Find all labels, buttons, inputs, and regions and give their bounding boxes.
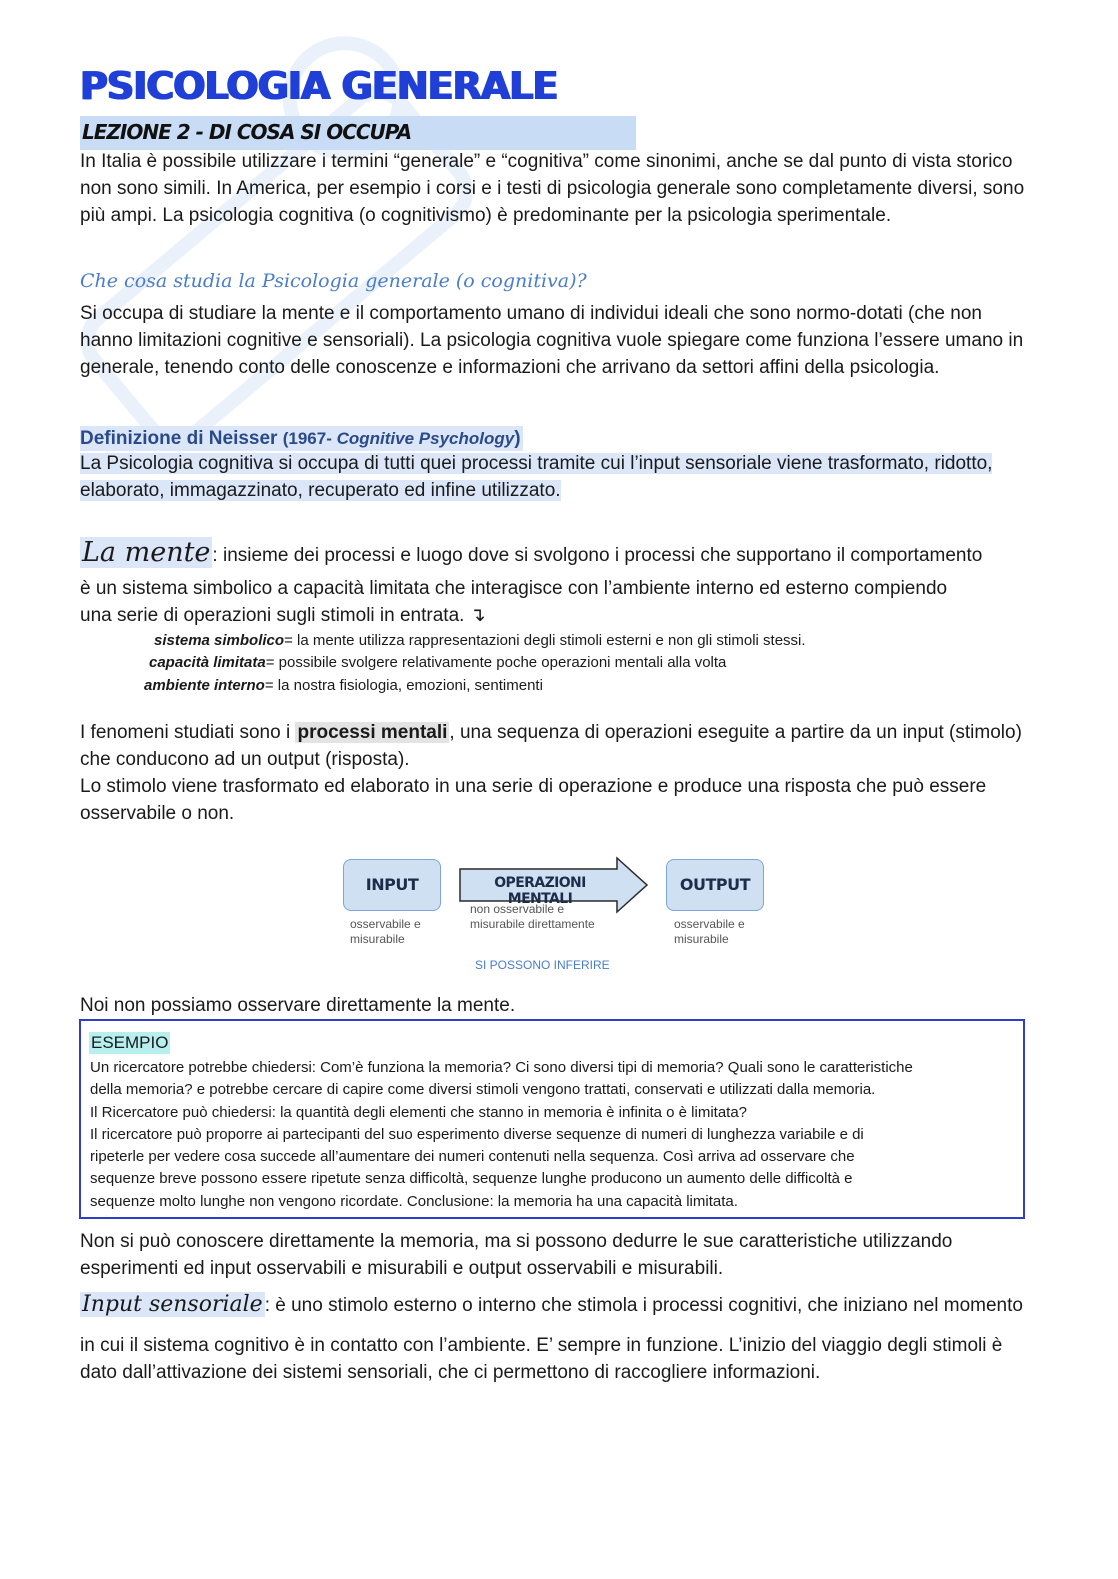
- diagram-input-note-line: misurabile: [350, 932, 405, 946]
- input-sensoriale-line1: : è uno stimolo esterno o interno che stimola i processi cognitivi, che iniziano nel momento: [264, 1295, 1023, 1316]
- term-item: [144, 675, 543, 697]
- fenomeni-post: , una sequenza di operazioni eseguite a partire da un input (stimolo) che conducono ad un output (risposta).: [80, 722, 1022, 770]
- diagram-output-box: OUTPUT: [666, 859, 764, 911]
- diagram-ops-label: OPERAZIONI MENTALI: [494, 875, 586, 907]
- definition-close: ): [514, 428, 521, 449]
- example-line: ripeterle per vedere cosa succede all’aumentare dei numeri contenuti nella sequenza. Così arriva ad osservare che: [90, 1148, 855, 1166]
- input-sensoriale-term: Input sensoriale: [82, 1292, 263, 1317]
- diagram-output-note-line: misurabile: [674, 932, 729, 946]
- example-line: della memoria? e potrebbe cercare di capire come diversi stimoli vengono trattati, conservati e utilizzati dalla memoria.: [90, 1081, 876, 1099]
- term-name: sistema simbolico: [154, 632, 285, 649]
- input-sensoriale-paragraph: [80, 1290, 1040, 1386]
- diagram-output-note: [674, 917, 745, 947]
- input-sensoriale-rest: in cui il sistema cognitivo è in contatto con l’ambiente. E’ sempre in funzione. L’inizio del viaggio degli stimoli è dato dall’attivazione dei sistemi sensoriali, che ci permettono di raccogliere informazioni.: [80, 1335, 1003, 1383]
- definition-body-text: La Psicologia cognitiva si occupa di tutti quei processi tramite cui l’input sensoriale viene trasformato, ridotto, elaborato, immagazzinato, recuperato ed infine utilizzato.: [80, 453, 993, 501]
- fenomeni-pre: I fenomeni studiati sono i: [80, 722, 296, 743]
- diagram-ops-note-line: non osservabile e: [470, 902, 565, 916]
- example-line: Il ricercatore può proporre ai partecipanti del suo esperimento diverse sequenze di numeri di lunghezza variabile e di: [90, 1125, 864, 1143]
- example-box: [79, 1019, 1025, 1219]
- example-line: Un ricercatore potrebbe chiedersi: Com’è funziona la memoria? Ci sono diversi tipi di memoria? Quali sono le caratteristiche: [90, 1059, 913, 1076]
- diagram-input-note: [350, 917, 421, 947]
- page-title: PSICOLOGIA GENERALE: [80, 64, 558, 108]
- diagram-input-note-line: osservabile e: [350, 917, 421, 931]
- definition-year: (1967-: [282, 429, 337, 448]
- definition-title: [80, 426, 523, 451]
- example-body: [90, 1057, 1020, 1213]
- term-name: capacità limitata: [149, 654, 266, 671]
- diagram-ops-note-line: misurabile direttamente: [470, 917, 595, 931]
- diagram-output-note-line: osservabile e: [674, 917, 745, 931]
- term-item: [149, 652, 726, 674]
- mente-paragraph: [80, 535, 1060, 629]
- example-tag: ESEMPIO: [91, 1033, 169, 1052]
- section-subheading: Che cosa studia la Psicologia generale (o cognitiva)?: [80, 270, 587, 292]
- term-definition: = la nostra fisiologia, emozioni, sentimenti: [264, 677, 543, 694]
- study-paragraph: Si occupa di studiare la mente e il comportamento umano di individui ideali che sono normo-dotati (che non hanno limitazioni cognitive e sensoriali). La psicologia cognitiva vuole spiegare come funziona l’essere umano in generale, tenendo conto delle conoscenze e informazioni che arrivano da settori affini della psicologia.: [80, 303, 1024, 378]
- diagram-input-box: INPUT: [343, 859, 441, 911]
- term-definition: = possibile svolgere relativamente poche operazioni mentali alla volta: [265, 654, 727, 671]
- diagram-infer-label: SI POSSONO INFERIRE: [475, 958, 610, 972]
- diagram-ops-note: [470, 902, 595, 932]
- noi-paragraph: Noi non possiamo osservare direttamente la mente.: [80, 995, 516, 1016]
- process-diagram: [340, 855, 780, 980]
- mente-line3: una serie di operazioni sugli stimoli in entrata. ↴: [80, 605, 486, 626]
- example-line: Il Ricercatore può chiedersi: la quantità degli elementi che stanno in memoria è infinita o è limitata?: [90, 1103, 748, 1121]
- example-line: sequenze breve possono essere ripetute senza difficoltà, sequenze lunghe producono un aumento delle difficoltà e: [90, 1170, 853, 1188]
- term-item: [154, 630, 806, 652]
- mente-term: La mente: [82, 537, 211, 568]
- example-line: sequenze molto lunghe non vengono ricordate. Conclusione: la memoria ha una capacità limitata.: [90, 1192, 738, 1210]
- term-definition: = la mente utilizza rappresentazioni degli stimoli esterni e non gli stimoli stessi.: [284, 632, 806, 649]
- definition-book: Cognitive Psychology: [336, 429, 515, 448]
- definition-title-text: Definizione di Neisser: [80, 428, 278, 449]
- fenomeni-bold: processi mentali: [297, 722, 448, 743]
- intro-paragraph: In Italia è possibile utilizzare i termini “generale” e “cognitiva” come sinonimi, anche se dal punto di vista storico non sono simili. In America, per esempio i corsi e i testi di psicologia generale sono completamente diversi, sono più ampi. La psicologia cognitiva (o cognitivismo) è predominante per la psicologia sperimentale.: [80, 151, 1025, 226]
- memoria-paragraph: Non si può conoscere direttamente la memoria, ma si possono dedurre le sue caratteristiche utilizzando esperimenti ed input osservabili e misurabili e output osservabili e misurabili.: [80, 1231, 953, 1279]
- definition-body: [80, 450, 1010, 504]
- mente-line2: è un sistema simbolico a capacità limitata che interagisce con l’ambiente interno ed esterno compiendo: [80, 578, 948, 599]
- term-name: ambiente interno: [144, 677, 265, 694]
- lesson-heading-text: LEZIONE 2 - DI COSA SI OCCUPA: [82, 120, 412, 144]
- mente-line1: : insieme dei processi e luogo dove si svolgono i processi che supportano il comportamento: [212, 545, 983, 566]
- fenomeni-paragraph: [80, 719, 1040, 827]
- lesson-heading: [80, 116, 636, 150]
- fenomeni-line2: Lo stimolo viene trasformato ed elaborato in una serie di operazione e produce una risposta che può essere osservabile o non.: [80, 776, 987, 824]
